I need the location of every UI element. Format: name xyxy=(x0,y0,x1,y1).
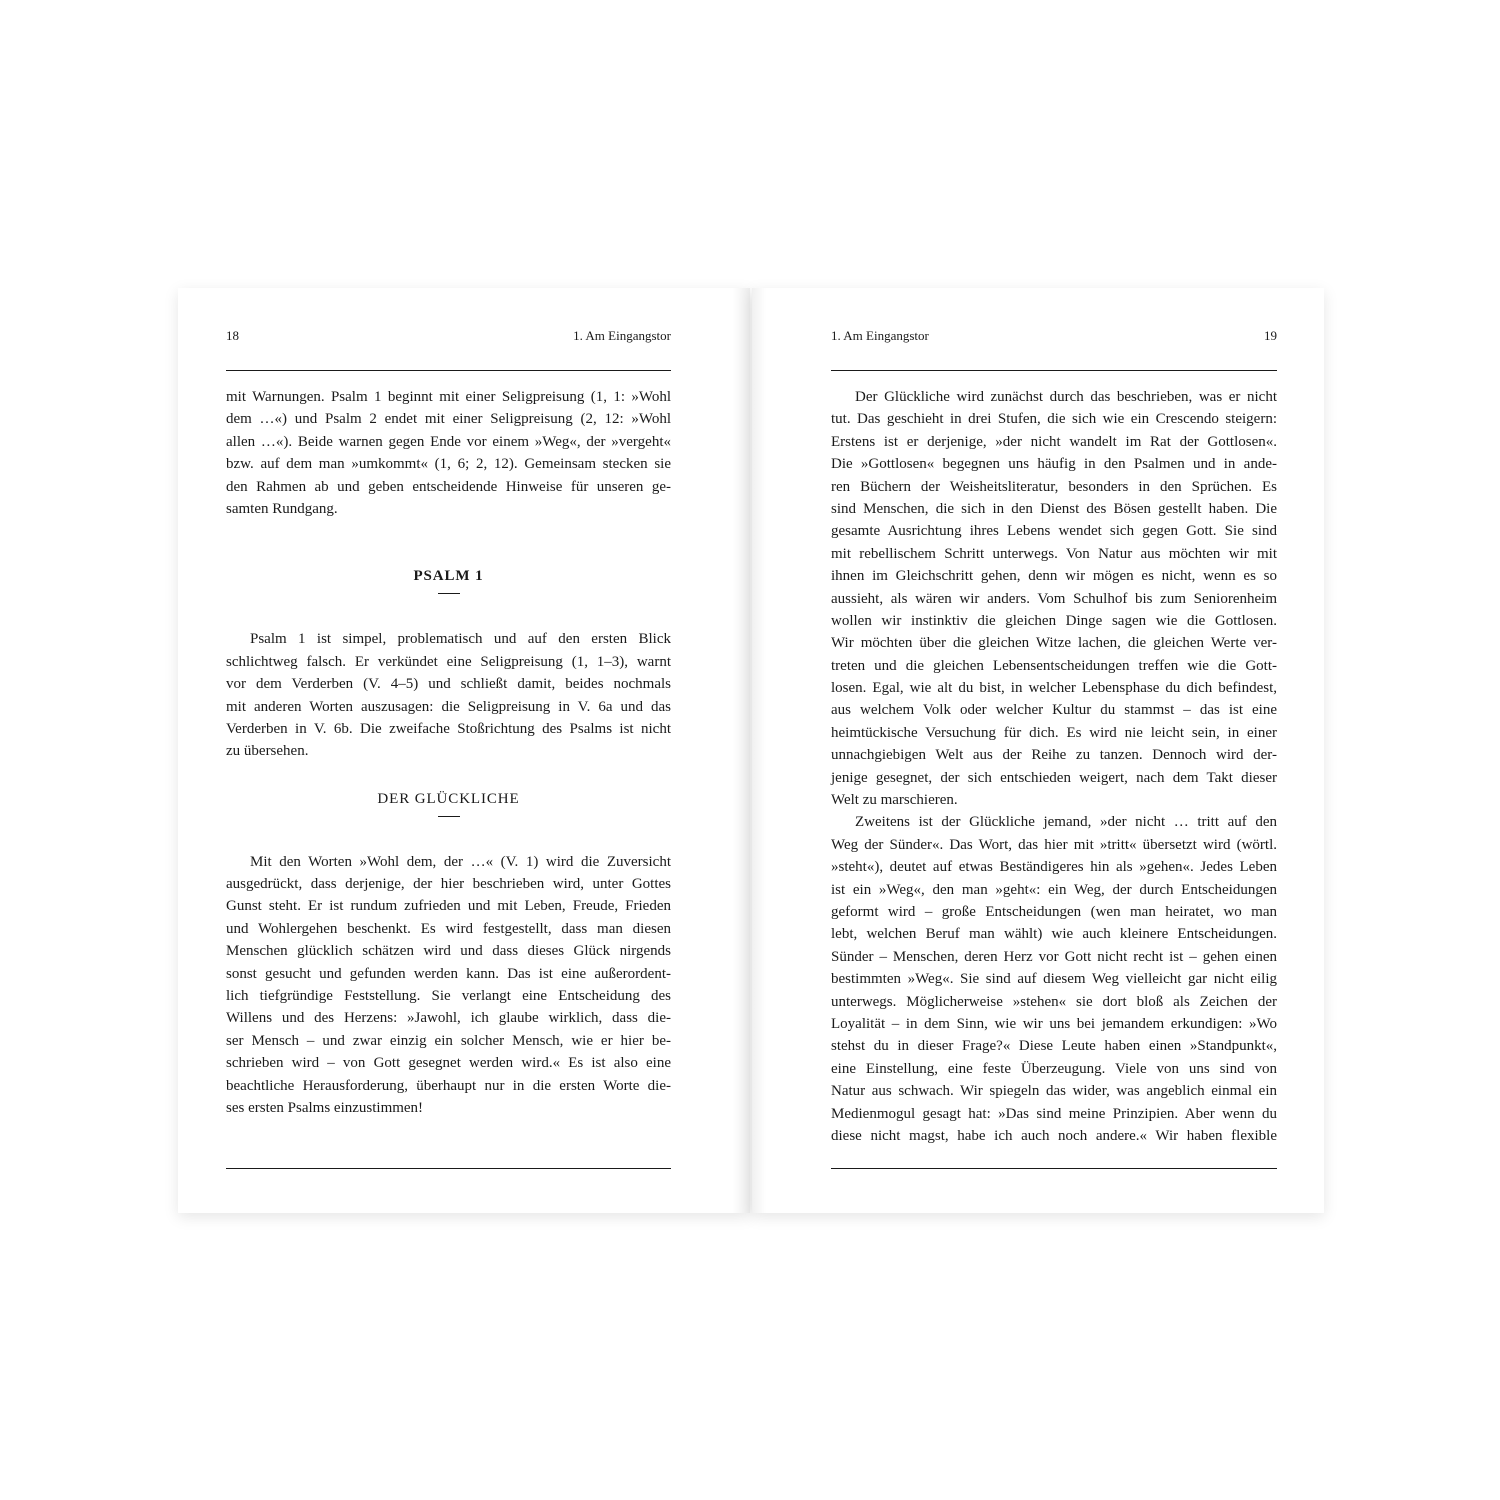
text-line: vor dem Verderben (V. 4–5) und schließt damit, beides nochmals xyxy=(226,676,671,693)
text-line: stehst du in dieser Frage?« Diese Leute haben einen »Standpunkt«, xyxy=(831,1038,1277,1055)
text-line: lebt, welchen Beruf man wählt) wie auch kleinere Entscheidungen. xyxy=(831,926,1277,943)
left-page xyxy=(178,288,750,1213)
right-page xyxy=(752,288,1324,1213)
text-line: mit Warnungen. Psalm 1 beginnt mit einer Seligpreisung (1, 1: »Wohl xyxy=(226,389,671,405)
text-line: Wir möchten über die gleichen Witze lachen, die gleichen Werte ver- xyxy=(831,635,1277,652)
text-line: aus welchem Volk oder welcher Kultur du stammst – das ist eine xyxy=(831,702,1277,719)
text-line: Erstens ist er derjenige, »der nicht wandelt im Rat der Gottlosen«. xyxy=(831,433,1277,450)
text-line: wollen wir instinktiv die gleichen Dinge sagen wie die Gottlosen. xyxy=(831,612,1277,629)
page-number: 18 xyxy=(226,328,239,343)
text-line: tut. Das geschieht in drei Stufen, die sich wie ein Crescendo steigern: xyxy=(831,411,1277,428)
running-head: 1. Am Eingangstor xyxy=(831,328,929,343)
subheading: DER GLÜCKLICHE xyxy=(377,790,520,807)
page-number: 19 xyxy=(1264,328,1277,343)
text-line: Weg der Sünder«. Das Wort, das hier mit »tritt« übersetzt wird (wörtl. xyxy=(831,836,1277,853)
text-line: eine Einstellung, eine feste Überzeugung. Viele von uns sind von xyxy=(831,1060,1277,1077)
text-line: bestimmten »Weg«. Sie sind auf diesem Weg vielleicht gar nicht eilig xyxy=(831,971,1277,988)
running-head: 1. Am Eingangstor xyxy=(573,328,671,343)
text-line: Willens und des Herzens: »Jawohl, ich glaube wirklich, dass die- xyxy=(226,1010,671,1027)
text-line: den Rahmen ab und geben entscheidende Hinweise für unseren ge- xyxy=(226,478,671,495)
page-body xyxy=(226,386,671,1119)
text-line: Gunst steht. Er ist rundum zufrieden und mit Leben, Freude, Frieden xyxy=(226,898,671,915)
text-line: ser Mensch – und zwar einzig ein solcher Mensch, wie er hier be- xyxy=(226,1032,671,1049)
section-heading: PSALM 1 xyxy=(413,568,484,585)
text-line: Mit den Worten »Wohl dem, der …« (V. 1) wird die Zuversicht xyxy=(250,853,671,870)
page-header xyxy=(831,328,1277,344)
text-line: Menschen glücklich schätzen wird und dass dieses Glück nirgends xyxy=(226,943,671,960)
text-line: Medienmogul gesagt hat: »Das sind meine Prinzipien. Aber wenn du xyxy=(831,1105,1277,1122)
text-line: zu übersehen. xyxy=(226,743,309,760)
book-spread xyxy=(178,288,1324,1213)
text-line: ren Büchern der Weisheitsliteratur, besonders in den Sprüchen. Es xyxy=(831,478,1277,495)
text-line: jenige gesegnet, der sich entschieden weigert, nach dem Takt dieser xyxy=(831,769,1277,786)
page-body xyxy=(831,386,1277,1147)
text-line: sind Menschen, die sich in den Dienst des Bösen gestellt haben. Die xyxy=(831,500,1277,517)
text-line: bzw. auf dem man »umkommt« (1, 6; 2, 12). Gemeinsam stecken sie xyxy=(226,456,671,473)
text-line: Loyalität – in dem Sinn, wie wir uns bei jemandem erkundigen: »Wo xyxy=(831,1015,1277,1032)
text-line: ist ein »Weg«, den man »geht«: ein Weg, der durch Entscheidungen xyxy=(831,881,1277,898)
text-line: lich tiefgründige Feststellung. Sie verlangt eine Entscheidung des xyxy=(226,988,671,1005)
text-line: ihnen im Gleichschritt gehen, denn wir mögen es nicht, wenn es so xyxy=(831,568,1277,585)
text-line: allen …«). Beide warnen gegen Ende vor einem »Weg«, der »vergeht« xyxy=(226,433,671,450)
text-line: Zweitens ist der Glückliche jemand, »der nicht … tritt auf den xyxy=(855,814,1277,831)
text-line: losen. Egal, wie alt du bist, in welcher Lebensphase du dich befindest, xyxy=(831,680,1277,697)
text-line: samten Rundgang. xyxy=(226,500,338,517)
text-line: Welt zu marschieren. xyxy=(831,792,958,809)
text-line: ausgedrückt, dass derjenige, der hier beschrieben wird, unter Gottes xyxy=(226,876,671,893)
footer-rule xyxy=(226,1168,671,1169)
text-line: sonst gesucht und gefunden werden kann. Das ist eine außerordent- xyxy=(226,965,671,982)
text-line: Sünder – Menschen, deren Herz vor Gott nicht recht ist – gehen einen xyxy=(831,948,1277,965)
text-line: aussieht, als wären wir anders. Vom Schulhof bis zum Seniorenheim xyxy=(831,590,1277,607)
text-line: geformt wird – große Entscheidungen (wen man heiratet, wo man xyxy=(831,903,1277,920)
text-line: Der Glückliche wird zunächst durch das beschrieben, was er nicht xyxy=(855,389,1277,405)
text-line: »steht«), deutet auf etwas Beständigeres hin als »gehen«. Jedes Leben xyxy=(831,859,1277,876)
text-line: mit anderen Worten auszusagen: die Seligpreisung in V. 6a und das xyxy=(226,698,671,715)
text-line: diese nicht magst, habe ich auch noch andere.« Wir haben flexible xyxy=(831,1127,1277,1144)
text-line: mit rebellischem Schritt unterwegs. Von Natur aus möchten wir mit xyxy=(831,545,1277,562)
header-rule xyxy=(831,370,1277,371)
text-line: treten und die gleichen Lebensentscheidungen treffen wie die Gott- xyxy=(831,657,1277,674)
text-line: beachtliche Herausforderung, überhaupt nur in die ersten Worte die- xyxy=(226,1077,671,1094)
header-rule xyxy=(226,370,671,371)
page-header xyxy=(226,328,671,344)
text-line: unnachgiebigen Welt aus der Reihe zu tanzen. Dennoch wird der- xyxy=(831,747,1277,764)
text-line: Die »Gottlosen« begegnen uns häufig in den Psalmen und in ande- xyxy=(831,456,1277,473)
text-line: Verderben in V. 6b. Die zweifache Stoßrichtung des Psalms ist nicht xyxy=(226,720,671,737)
text-line: dem …«) und Psalm 2 endet mit einer Seligpreisung (2, 12: »Wohl xyxy=(226,411,671,428)
text-line: Psalm 1 ist simpel, problematisch und auf den ersten Blick xyxy=(250,631,671,648)
text-line: Natur aus schwach. Wir spiegeln das wider, was angeblich einmal ein xyxy=(831,1083,1277,1100)
text-line: schlichtweg falsch. Er verkündet eine Seligpreisung (1, 1–3), warnt xyxy=(226,653,671,670)
text-line: und Wohlergehen beschenkt. Es wird festgestellt, dass man diesen xyxy=(226,920,671,937)
text-line: ses ersten Psalms einzustimmen! xyxy=(226,1099,424,1116)
text-line: gesamte Ausrichtung ihres Lebens wendet sich gegen Gott. Sie sind xyxy=(831,523,1277,540)
text-line: unterwegs. Möglicherweise »stehen« sie dort bloß als Zeichen der xyxy=(831,993,1277,1010)
text-line: heimtückische Versuchung für dich. Es wird nie leicht sein, in einer xyxy=(831,724,1277,741)
footer-rule xyxy=(831,1168,1277,1169)
text-line: schrieben wird – von Gott gesegnet werden wird.« Es ist also eine xyxy=(226,1055,671,1072)
